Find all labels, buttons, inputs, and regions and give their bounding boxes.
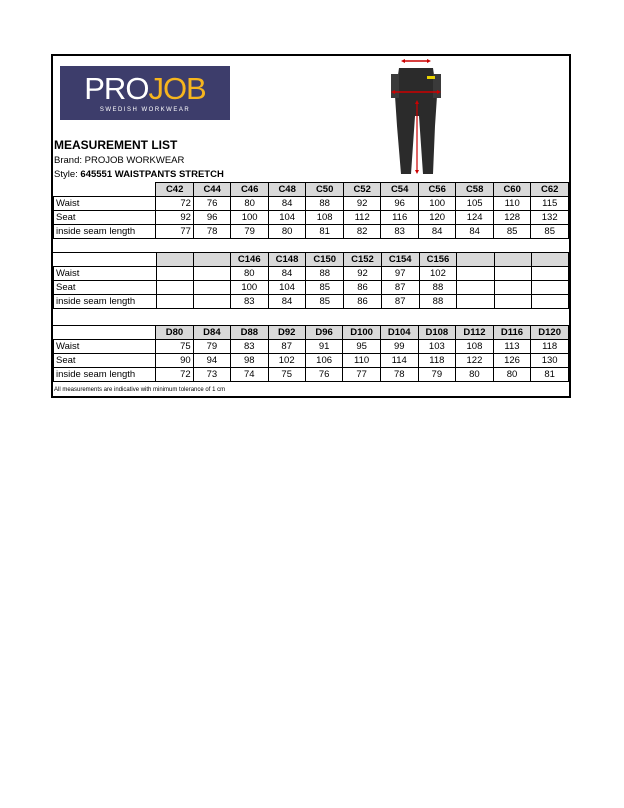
size-header-cell: C42 bbox=[156, 183, 194, 197]
table-gap bbox=[53, 239, 569, 253]
measurement-cell: 85 bbox=[493, 225, 531, 239]
size-table-c bbox=[53, 182, 569, 239]
row-label: Seat bbox=[54, 211, 156, 225]
measurement-row bbox=[54, 267, 569, 281]
size-header-cell: D88 bbox=[231, 326, 268, 340]
row-label: Waist bbox=[54, 340, 156, 354]
measurement-cell: 82 bbox=[343, 225, 381, 239]
measurement-cell: 120 bbox=[418, 211, 456, 225]
measurement-cell: 84 bbox=[456, 225, 494, 239]
measurement-cell bbox=[531, 295, 568, 309]
size-header-cell: C146 bbox=[230, 253, 268, 267]
measurement-cell: 80 bbox=[493, 368, 531, 382]
measurement-cell: 103 bbox=[418, 340, 456, 354]
measurement-cell: 97 bbox=[381, 267, 419, 281]
measurement-row bbox=[54, 368, 569, 382]
size-header-cell: C46 bbox=[231, 183, 269, 197]
measurement-cell: 87 bbox=[268, 340, 305, 354]
measurement-cell: 85 bbox=[306, 281, 344, 295]
measurement-cell: 124 bbox=[456, 211, 494, 225]
row-label: inside seam length bbox=[54, 368, 156, 382]
measurement-cell bbox=[156, 267, 193, 281]
measurement-cell: 80 bbox=[231, 197, 269, 211]
measurement-cell: 74 bbox=[231, 368, 268, 382]
measurement-cell bbox=[531, 267, 568, 281]
measurement-cell: 80 bbox=[230, 267, 268, 281]
table-gap bbox=[53, 309, 569, 326]
measurement-cell: 88 bbox=[306, 267, 344, 281]
size-header-cell bbox=[193, 253, 230, 267]
size-header-cell: D100 bbox=[343, 326, 381, 340]
measurement-cell bbox=[193, 281, 230, 295]
header-corner bbox=[54, 183, 156, 197]
measurement-cell: 95 bbox=[343, 340, 381, 354]
measurement-cell bbox=[457, 267, 494, 281]
measurement-cell: 84 bbox=[268, 295, 306, 309]
measurement-cell: 83 bbox=[381, 225, 419, 239]
measurement-cell: 92 bbox=[344, 267, 382, 281]
measurement-cell bbox=[457, 281, 494, 295]
row-label: Seat bbox=[54, 281, 157, 295]
size-header-cell: D104 bbox=[380, 326, 418, 340]
measurement-cell bbox=[193, 267, 230, 281]
measurement-cell: 122 bbox=[456, 354, 494, 368]
measurement-cell: 118 bbox=[531, 340, 569, 354]
measurement-cell: 76 bbox=[305, 368, 342, 382]
measurement-cell: 76 bbox=[193, 197, 231, 211]
pants-illustration bbox=[381, 56, 451, 178]
row-label: inside seam length bbox=[54, 295, 157, 309]
measurement-row bbox=[54, 295, 569, 309]
measurement-cell: 96 bbox=[193, 211, 231, 225]
measurement-cell: 85 bbox=[531, 225, 569, 239]
measurement-cell: 79 bbox=[418, 368, 456, 382]
measurement-cell: 115 bbox=[531, 197, 569, 211]
measurement-cell: 128 bbox=[493, 211, 531, 225]
measurement-cell: 75 bbox=[268, 368, 305, 382]
page-title: MEASUREMENT LIST bbox=[54, 138, 178, 152]
logo-wordmark: PROJOB bbox=[84, 71, 206, 106]
size-header-cell bbox=[457, 253, 494, 267]
measurement-cell: 102 bbox=[419, 267, 457, 281]
size-header-cell: C60 bbox=[493, 183, 531, 197]
measurement-cell: 80 bbox=[456, 368, 494, 382]
measurement-cell: 87 bbox=[381, 295, 419, 309]
measurement-cell: 96 bbox=[381, 197, 419, 211]
size-header-cell: D112 bbox=[456, 326, 494, 340]
measurement-cell: 79 bbox=[231, 225, 269, 239]
size-header-cell: C62 bbox=[531, 183, 569, 197]
measurement-cell: 132 bbox=[531, 211, 569, 225]
measurement-sheet bbox=[51, 54, 571, 398]
measurement-row bbox=[54, 340, 569, 354]
size-header-cell: C56 bbox=[418, 183, 456, 197]
measurement-cell: 108 bbox=[306, 211, 344, 225]
measurement-cell: 100 bbox=[231, 211, 269, 225]
measurement-cell: 72 bbox=[156, 368, 193, 382]
measurement-cell: 75 bbox=[156, 340, 193, 354]
size-table-d bbox=[53, 325, 569, 382]
measurement-row bbox=[54, 197, 569, 211]
measurement-cell: 84 bbox=[418, 225, 456, 239]
measurement-cell: 108 bbox=[456, 340, 494, 354]
measurement-cell: 86 bbox=[344, 281, 382, 295]
measurement-cell: 84 bbox=[268, 267, 306, 281]
measurement-cell: 88 bbox=[419, 281, 457, 295]
row-label: inside seam length bbox=[54, 225, 156, 239]
measurement-cell: 77 bbox=[343, 368, 381, 382]
size-header-cell bbox=[156, 253, 193, 267]
size-header-cell: D80 bbox=[156, 326, 193, 340]
size-header-cell: C58 bbox=[456, 183, 494, 197]
size-header-cell: C48 bbox=[268, 183, 306, 197]
size-header-row bbox=[54, 326, 569, 340]
size-header-row bbox=[54, 253, 569, 267]
row-label: Waist bbox=[54, 267, 157, 281]
size-header-cell: D108 bbox=[418, 326, 456, 340]
brand-line: Brand: PROJOB WORKWEAR bbox=[54, 155, 185, 166]
size-header-cell: C52 bbox=[343, 183, 381, 197]
measurement-cell bbox=[156, 295, 193, 309]
measurement-cell: 99 bbox=[380, 340, 418, 354]
measurement-cell bbox=[457, 295, 494, 309]
logo-tagline: SWEDISH WORKWEAR bbox=[99, 107, 191, 113]
measurement-cell: 100 bbox=[418, 197, 456, 211]
size-header-cell: C148 bbox=[268, 253, 306, 267]
measurement-cell: 130 bbox=[531, 354, 569, 368]
size-header-row bbox=[54, 183, 569, 197]
measurement-cell: 79 bbox=[193, 340, 230, 354]
measurement-cell bbox=[193, 295, 230, 309]
footnote: All measurements are indicative with minimum tolerance of 1 cm bbox=[54, 387, 226, 393]
measurement-cell: 77 bbox=[156, 225, 194, 239]
size-header-cell: C156 bbox=[419, 253, 457, 267]
measurement-cell: 113 bbox=[493, 340, 531, 354]
measurement-cell: 94 bbox=[193, 354, 230, 368]
measurement-cell: 112 bbox=[343, 211, 381, 225]
measurement-row bbox=[54, 354, 569, 368]
header-corner bbox=[54, 326, 156, 340]
measurement-cell bbox=[156, 281, 193, 295]
size-header-cell: D96 bbox=[305, 326, 342, 340]
measurement-cell: 86 bbox=[344, 295, 382, 309]
measurement-cell: 84 bbox=[268, 197, 306, 211]
measurement-cell: 73 bbox=[193, 368, 230, 382]
measurement-cell: 110 bbox=[493, 197, 531, 211]
measurement-cell: 85 bbox=[306, 295, 344, 309]
measurement-cell: 92 bbox=[156, 211, 194, 225]
measurement-cell: 105 bbox=[456, 197, 494, 211]
measurement-cell: 81 bbox=[531, 368, 569, 382]
measurement-cell: 104 bbox=[268, 211, 306, 225]
measurement-cell: 116 bbox=[381, 211, 419, 225]
size-header-cell: C50 bbox=[306, 183, 344, 197]
size-header-cell: C152 bbox=[344, 253, 382, 267]
header-corner bbox=[54, 253, 157, 267]
measurement-cell: 80 bbox=[268, 225, 306, 239]
size-header-cell: C44 bbox=[193, 183, 231, 197]
measurement-cell: 81 bbox=[306, 225, 344, 239]
measurement-cell: 91 bbox=[305, 340, 342, 354]
measurement-cell bbox=[494, 267, 531, 281]
measurement-cell: 98 bbox=[231, 354, 268, 368]
size-header-cell: D120 bbox=[531, 326, 569, 340]
measurement-cell: 90 bbox=[156, 354, 193, 368]
measurement-row bbox=[54, 225, 569, 239]
measurement-cell: 126 bbox=[493, 354, 531, 368]
measurement-cell: 88 bbox=[306, 197, 344, 211]
size-header-cell: D116 bbox=[493, 326, 531, 340]
measurement-cell bbox=[494, 295, 531, 309]
size-header-cell bbox=[494, 253, 531, 267]
style-line: Style: 645551 WAISTPANTS STRETCH bbox=[54, 169, 224, 180]
size-header-cell: D84 bbox=[193, 326, 230, 340]
measurement-cell: 92 bbox=[343, 197, 381, 211]
size-header-cell: D92 bbox=[268, 326, 305, 340]
size-header-cell bbox=[531, 253, 568, 267]
size-header-cell: C150 bbox=[306, 253, 344, 267]
measurement-cell: 78 bbox=[193, 225, 231, 239]
measurement-cell: 83 bbox=[231, 340, 268, 354]
measurement-cell bbox=[531, 281, 568, 295]
measurement-cell: 87 bbox=[381, 281, 419, 295]
measurement-cell: 104 bbox=[268, 281, 306, 295]
measurement-cell: 102 bbox=[268, 354, 305, 368]
measurement-cell: 106 bbox=[305, 354, 342, 368]
measurement-cell: 110 bbox=[343, 354, 381, 368]
measurement-row bbox=[54, 281, 569, 295]
measurement-cell: 100 bbox=[230, 281, 268, 295]
row-label: Waist bbox=[54, 197, 156, 211]
size-table-c-long bbox=[53, 252, 569, 309]
projob-logo bbox=[60, 66, 230, 120]
row-label: Seat bbox=[54, 354, 156, 368]
measurement-cell: 72 bbox=[156, 197, 194, 211]
measurement-cell: 78 bbox=[380, 368, 418, 382]
measurement-row bbox=[54, 211, 569, 225]
size-header-cell: C54 bbox=[381, 183, 419, 197]
measurement-cell: 118 bbox=[418, 354, 456, 368]
measurement-cell: 114 bbox=[380, 354, 418, 368]
size-header-cell: C154 bbox=[381, 253, 419, 267]
measurement-cell bbox=[494, 281, 531, 295]
measurement-cell: 83 bbox=[230, 295, 268, 309]
measurement-cell: 88 bbox=[419, 295, 457, 309]
